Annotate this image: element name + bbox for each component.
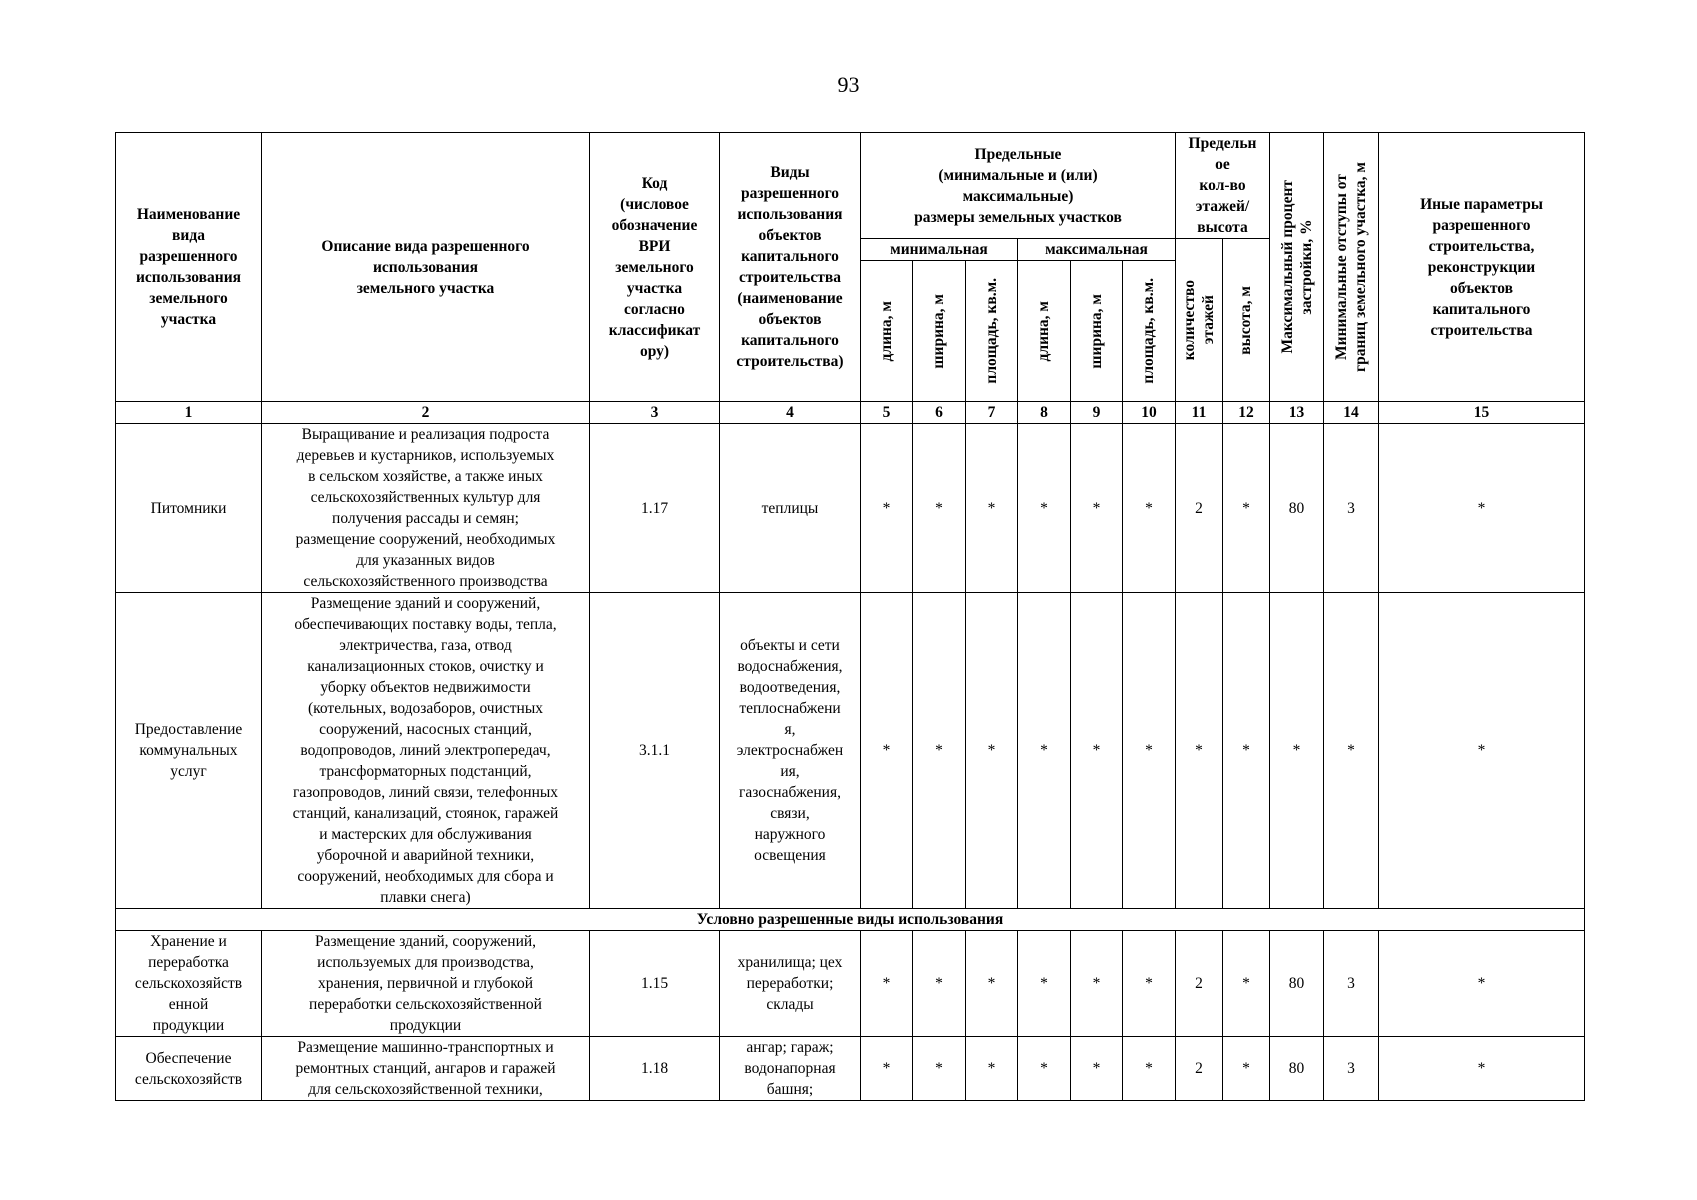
- column-number: 11: [1176, 402, 1223, 424]
- column-number: 5: [861, 402, 913, 424]
- page-number: 93: [837, 72, 860, 97]
- column-number: 14: [1324, 402, 1379, 424]
- column-number: 7: [966, 402, 1018, 424]
- row-value: *: [861, 1037, 913, 1101]
- table-row: [116, 1037, 1585, 1101]
- row-value: *: [1123, 424, 1176, 593]
- header-size-group: Предельные (минимальные и (или) максимальные) размеры земельных участков: [861, 133, 1176, 239]
- row-value: 80: [1270, 1037, 1324, 1101]
- row-value: *: [1123, 1037, 1176, 1101]
- header-other-params: Иные параметры разрешенного строительства, реконструкции объектов капитального строительства: [1379, 133, 1585, 402]
- row-value: *: [966, 1037, 1018, 1101]
- row-description: Выращивание и реализация подроста деревьев и кустарников, используемых в сельском хозяйстве, а также иных сельскохозяйственных культур для получения рассады и семян; размещение сооружений, необходимых для указанных видов сельскохозяйственного производства: [262, 424, 590, 593]
- header-objects: Виды разрешенного использования объектов капитального строительства (наименование объектов капитального строительства): [720, 133, 861, 402]
- row-value: *: [1123, 931, 1176, 1037]
- row-value: *: [913, 593, 966, 909]
- row-value: 80: [1270, 424, 1324, 593]
- header-max-percent: Максимальный процент застройки, %: [1270, 133, 1324, 402]
- row-value: *: [1071, 424, 1123, 593]
- row-value: *: [1123, 593, 1176, 909]
- table-row: [116, 424, 1585, 593]
- row-value: *: [1223, 593, 1270, 909]
- row-value: 3: [1324, 1037, 1379, 1101]
- table-row: [116, 931, 1585, 1037]
- section-row: [116, 909, 1585, 931]
- row-value: *: [1071, 1037, 1123, 1101]
- row-value: *: [913, 1037, 966, 1101]
- row-value: *: [1018, 593, 1071, 909]
- column-number: 4: [720, 402, 861, 424]
- row-description: Размещение зданий и сооружений, обеспечивающих поставку воды, тепла, электричества, газа, отвод канализационных стоков, очистку и уборку объектов недвижимости (котельных, водозаборов, очистных сооружений, насосных станций, водопроводов, линий электропередач, трансформаторных подстанций, газопроводов, линий связи, телефонных станций, канализаций, стоянок, гаражей и мастерских для обслуживания уборочной и аварийной техники, сооружений, необходимых для сбора и плавки снега): [262, 593, 590, 909]
- row-name: Обеспечение сельскохозяйств: [116, 1037, 262, 1101]
- row-objects: объекты и сети водоснабжения, водоотведения, теплоснабжени я, электроснабжен ия, газоснабжения, связи, наружного освещения: [720, 593, 861, 909]
- header-min-offset: Минимальные отступы от границ земельного участка, м: [1324, 133, 1379, 402]
- header-name: Наименование вида разрешенного использования земельного участка: [116, 133, 262, 402]
- row-value: *: [1018, 931, 1071, 1037]
- column-numbers-row: [116, 402, 1585, 424]
- row-code: 1.18: [590, 1037, 720, 1101]
- row-value: *: [1324, 593, 1379, 909]
- row-value: *: [1071, 931, 1123, 1037]
- row-code: 3.1.1: [590, 593, 720, 909]
- row-value: 3: [1324, 424, 1379, 593]
- row-value: *: [1379, 931, 1585, 1037]
- header-row-1: [116, 133, 1585, 239]
- row-value: 2: [1176, 931, 1223, 1037]
- row-objects: теплицы: [720, 424, 861, 593]
- row-code: 1.15: [590, 931, 720, 1037]
- regulations-table: [115, 132, 1585, 1101]
- column-number: 6: [913, 402, 966, 424]
- header-height: высота, м: [1223, 239, 1270, 402]
- row-value: *: [1223, 931, 1270, 1037]
- row-value: *: [966, 931, 1018, 1037]
- row-objects: ангар; гараж; водонапорная башня;: [720, 1037, 861, 1101]
- row-value: *: [1018, 1037, 1071, 1101]
- row-value: 2: [1176, 424, 1223, 593]
- row-description: Размещение зданий, сооружений, используемых для производства, хранения, первичной и глубокой переработки сельскохозяйственной продукции: [262, 931, 590, 1037]
- row-value: *: [913, 931, 966, 1037]
- header-min-length: длина, м: [861, 261, 913, 402]
- row-value: *: [1176, 593, 1223, 909]
- column-number: 15: [1379, 402, 1585, 424]
- row-name: Питомники: [116, 424, 262, 593]
- row-objects: хранилища; цех переработки; склады: [720, 931, 861, 1037]
- row-value: *: [861, 931, 913, 1037]
- column-number: 2: [262, 402, 590, 424]
- row-value: *: [966, 593, 1018, 909]
- header-max-width: ширина, м: [1071, 261, 1123, 402]
- column-number: 12: [1223, 402, 1270, 424]
- column-number: 13: [1270, 402, 1324, 424]
- row-value: *: [1071, 593, 1123, 909]
- row-value: *: [966, 424, 1018, 593]
- column-number: 8: [1018, 402, 1071, 424]
- header-min: минимальная: [861, 239, 1018, 261]
- row-code: 1.17: [590, 424, 720, 593]
- row-name: Предоставление коммунальных услуг: [116, 593, 262, 909]
- column-number: 1: [116, 402, 262, 424]
- header-description: Описание вида разрешенного использования земельного участка: [262, 133, 590, 402]
- header-floors-count: количество этажей: [1176, 239, 1223, 402]
- row-value: *: [1379, 1037, 1585, 1101]
- row-value: *: [1223, 424, 1270, 593]
- header-max-length: длина, м: [1018, 261, 1071, 402]
- header-max-area: площадь, кв.м.: [1123, 261, 1176, 402]
- row-description: Размещение машинно-транспортных и ремонтных станций, ангаров и гаражей для сельскохозяйственной техники,: [262, 1037, 590, 1101]
- header-max: максимальная: [1018, 239, 1176, 261]
- row-value: *: [1379, 593, 1585, 909]
- row-value: 2: [1176, 1037, 1223, 1101]
- header-floors-group: Предельн ое кол-во этажей/ высота: [1176, 133, 1270, 239]
- header-min-width: ширина, м: [913, 261, 966, 402]
- row-value: 80: [1270, 931, 1324, 1037]
- row-value: *: [1018, 424, 1071, 593]
- row-value: *: [861, 593, 913, 909]
- row-value: *: [913, 424, 966, 593]
- column-number: 9: [1071, 402, 1123, 424]
- header-min-area: площадь, кв.м.: [966, 261, 1018, 402]
- section-title: Условно разрешенные виды использования: [116, 909, 1585, 931]
- row-name: Хранение и переработка сельскохозяйств енной продукции: [116, 931, 262, 1037]
- row-value: *: [1379, 424, 1585, 593]
- table-row: [116, 593, 1585, 909]
- column-number: 3: [590, 402, 720, 424]
- row-value: 3: [1324, 931, 1379, 1037]
- row-value: *: [1270, 593, 1324, 909]
- header-code: Код (числовое обозначение ВРИ земельного участка согласно классификат ору): [590, 133, 720, 402]
- row-value: *: [1223, 1037, 1270, 1101]
- column-number: 10: [1123, 402, 1176, 424]
- row-value: *: [861, 424, 913, 593]
